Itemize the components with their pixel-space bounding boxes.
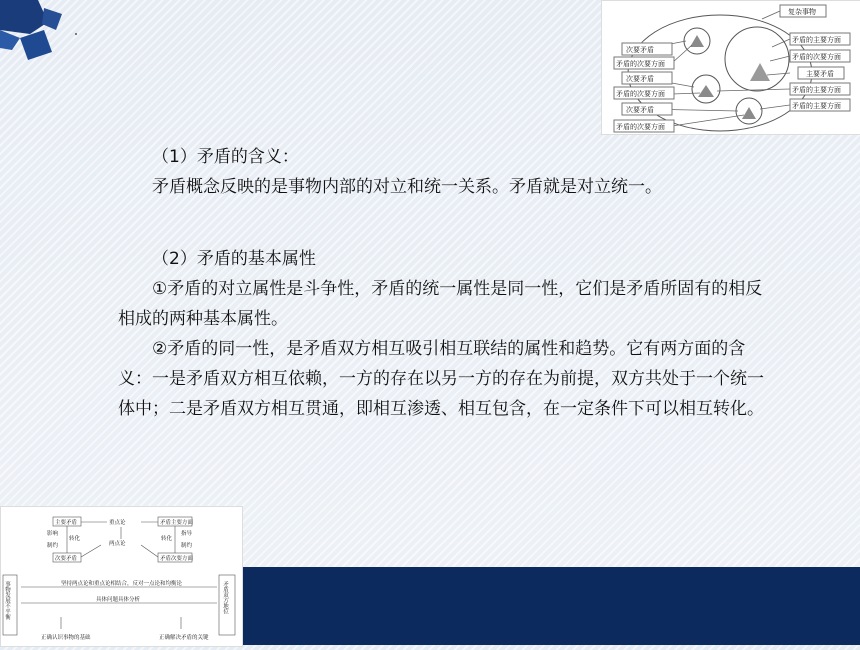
fig-top-label-right-4: 矛盾的主要方面 bbox=[792, 86, 841, 94]
two-point-theory-diagram bbox=[0, 506, 243, 647]
fig-bottom-left-vertical: 事物发展不平衡 bbox=[4, 581, 10, 620]
fig-bottom-top-center: 重点论 bbox=[109, 520, 126, 526]
fig-bottom-top-right: 矛盾主要方面 bbox=[160, 520, 194, 526]
fig-bottom-mid-left-a: 影响 bbox=[47, 531, 59, 537]
fig-top-label-left-4: 次要矛盾 bbox=[626, 106, 654, 114]
fig-bottom-mid-right-b: 转化 bbox=[161, 536, 173, 542]
fig-bottom-mid-left-b: 转化 bbox=[69, 536, 81, 542]
fig-bottom-mid-center: 两点论 bbox=[109, 541, 126, 547]
fig-top-label-left-0: 次要矛盾 bbox=[626, 46, 654, 54]
fig-bottom-bot-right: 矛盾次要方面 bbox=[160, 556, 194, 562]
contradiction-structure-diagram bbox=[601, 0, 860, 135]
fig-bottom-foot-right: 正确解决矛盾的关键 bbox=[159, 635, 209, 641]
fig-top-label-right-3: 主要矛盾 bbox=[806, 70, 834, 78]
fig-top-label-left-2: 次要矛盾 bbox=[626, 75, 654, 83]
fig-top-label-right-2: 矛盾的次要方面 bbox=[792, 53, 841, 61]
fig-top-label-left-3: 矛盾的次要方面 bbox=[616, 90, 665, 98]
fig-bottom-mid-right-a: 指导 bbox=[181, 531, 193, 537]
fig-bottom-bot-left: 次要矛盾 bbox=[55, 556, 78, 562]
fig-top-label-right-1: 矛盾的主要方面 bbox=[792, 36, 841, 44]
main-content bbox=[118, 142, 778, 424]
fig-top-label-right-0: 复杂事物 bbox=[788, 8, 816, 16]
fig-bottom-top-left: 主要矛盾 bbox=[55, 520, 78, 526]
paragraph-attribute-2: ②矛盾的同一性，是矛盾双方相互吸引相互联结的属性和趋势。它有两方面的含义：一是矛盾双方相互依赖，一方的存在以另一方的存在为前提，双方共处于一个统一体中；二是矛盾双方相互贯通，即相互渗透、相互包含，在一定条件下可以相互转化。 bbox=[118, 339, 764, 419]
fig-bottom-mid-left-c: 制约 bbox=[47, 543, 59, 549]
fig-top-label-left-5: 矛盾的次要方面 bbox=[616, 123, 665, 131]
paragraph-attribute-1: ①矛盾的对立属性是斗争性，矛盾的统一属性是同一性，它们是矛盾所固有的相反相成的两种基本属性。 bbox=[118, 279, 763, 329]
dot bbox=[75, 33, 77, 35]
heading-attributes: （2）矛盾的基本属性 bbox=[152, 249, 316, 269]
fig-top-label-right-5: 矛盾的主要方面 bbox=[792, 102, 841, 110]
heading-meaning: （1）矛盾的含义： bbox=[152, 147, 299, 167]
fig-bottom-mid-right-c: 制约 bbox=[181, 543, 193, 549]
cube-logo-icon bbox=[0, 0, 80, 60]
fig-bottom-foot-left: 正确认识事物的基础 bbox=[41, 635, 91, 641]
fig-top-label-left-1: 矛盾的次要方面 bbox=[616, 60, 665, 68]
fig-bottom-line1: 坚持两点论和重点论相结合，反对一点论和均衡论 bbox=[61, 581, 183, 587]
fig-bottom-line2: 具体问题具体分析 bbox=[96, 597, 141, 603]
paragraph-meaning: 矛盾概念反映的是事物内部的对立和统一关系。矛盾就是对立统一。 bbox=[152, 177, 662, 197]
fig-bottom-right-vertical: 矛盾双方地位 bbox=[222, 581, 228, 614]
